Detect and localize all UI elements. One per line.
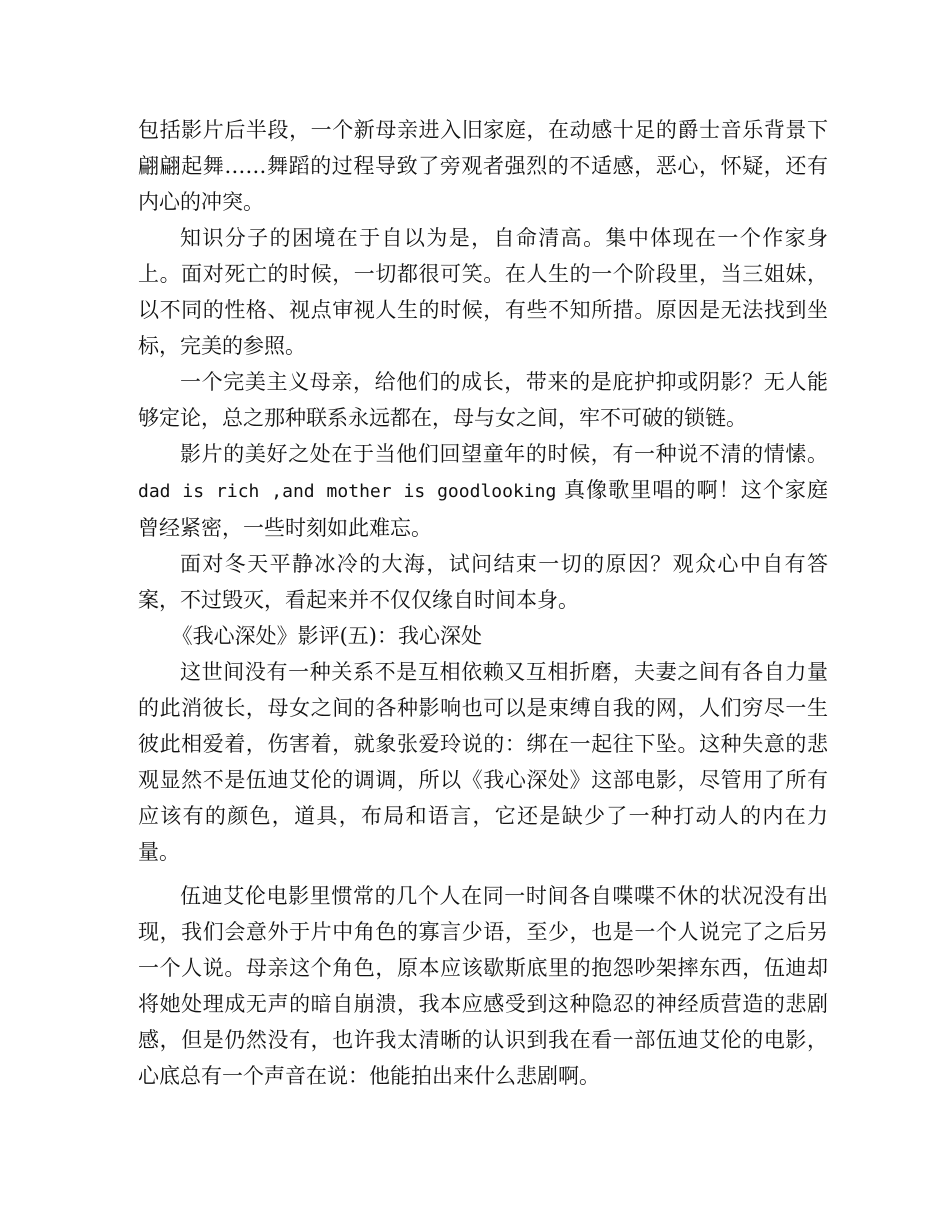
section-heading bbox=[138, 618, 828, 654]
paragraph-4 bbox=[138, 436, 828, 546]
song-lyric-quote: dad is rich ,and mother is goodlooking bbox=[138, 481, 557, 502]
paragraph-2-text: 知识分子的困境在于自以为是，自命清高。集中体现在一个作家身上。面对死亡的时候，一切都很可笑。在人生的一个阶段里，当三姐妹，以不同的性格、视点审视人生的时候，有些不知所措。原因是无法找到坐标，完美的参照。 bbox=[138, 226, 828, 358]
paragraph-5-text: 面对冬天平静冰冷的大海，试问结束一切的原因？观众心中自有答案，不过毁灭，看起来并不仅仅缘自时间本身。 bbox=[138, 552, 828, 612]
paragraph-4-text-after: 真像歌里唱的啊！这个家庭曾经紧密，一些时刻如此难忘。 bbox=[138, 478, 828, 540]
paragraph-6 bbox=[138, 654, 828, 870]
paragraph-2 bbox=[138, 220, 828, 364]
paragraph-3-text: 一个完美主义母亲，给他们的成长，带来的是庇护抑或阴影？无人能够定论，总之那种联系永远都在，母与女之间，牢不可破的锁链。 bbox=[138, 370, 828, 430]
paragraph-3 bbox=[138, 364, 828, 436]
paragraph-6-text: 这世间没有一种关系不是互相依赖又互相折磨，夫妻之间有各自力量的此消彼长，母女之间的各种影响也可以是束缚自我的网，人们穷尽一生彼此相爱着，伤害着，就象张爱玲说的：绑在一起往下坠。这种失意的悲观显然不是伍迪艾伦的调调，所以《我心深处》这部电影，尽管用了所有应该有的颜色，道具，布局和语言，它还是缺少了一种打动人的内在力量。 bbox=[138, 660, 828, 864]
document-body bbox=[138, 112, 828, 1094]
paragraph-7-text: 伍迪艾伦电影里惯常的几个人在同一时间各自喋喋不休的状况没有出现，我们会意外于片中角色的寡言少语，至少，也是一个人说完了之后另一个人说。母亲这个角色，原本应该歇斯底里的抱怨吵架摔东西，伍迪却将她处理成无声的暗自崩溃，我本应感受到这种隐忍的神经质营造的悲剧感，但是仍然没有，也许我太清晰的认识到我在看一部伍迪艾伦的电影，心底总有一个声音在说：他能拍出来什么悲剧啊。 bbox=[138, 884, 828, 1088]
paragraph-1 bbox=[138, 112, 828, 220]
section-heading-text: 《我心深处》影评(五)：我心深处 bbox=[171, 624, 482, 648]
paragraph-1-text: 包括影片后半段，一个新母亲进入旧家庭，在动感十足的爵士音乐背景下翩翩起舞……舞蹈的过程导致了旁观者强烈的不适感，恶心，怀疑，还有内心的冲突。 bbox=[138, 118, 828, 214]
paragraph-7 bbox=[138, 878, 828, 1094]
paragraph-5 bbox=[138, 546, 828, 618]
paragraph-4-text-before: 影片的美好之处在于当他们回望童年的时候，有一种说不清的情愫。 bbox=[180, 442, 828, 466]
